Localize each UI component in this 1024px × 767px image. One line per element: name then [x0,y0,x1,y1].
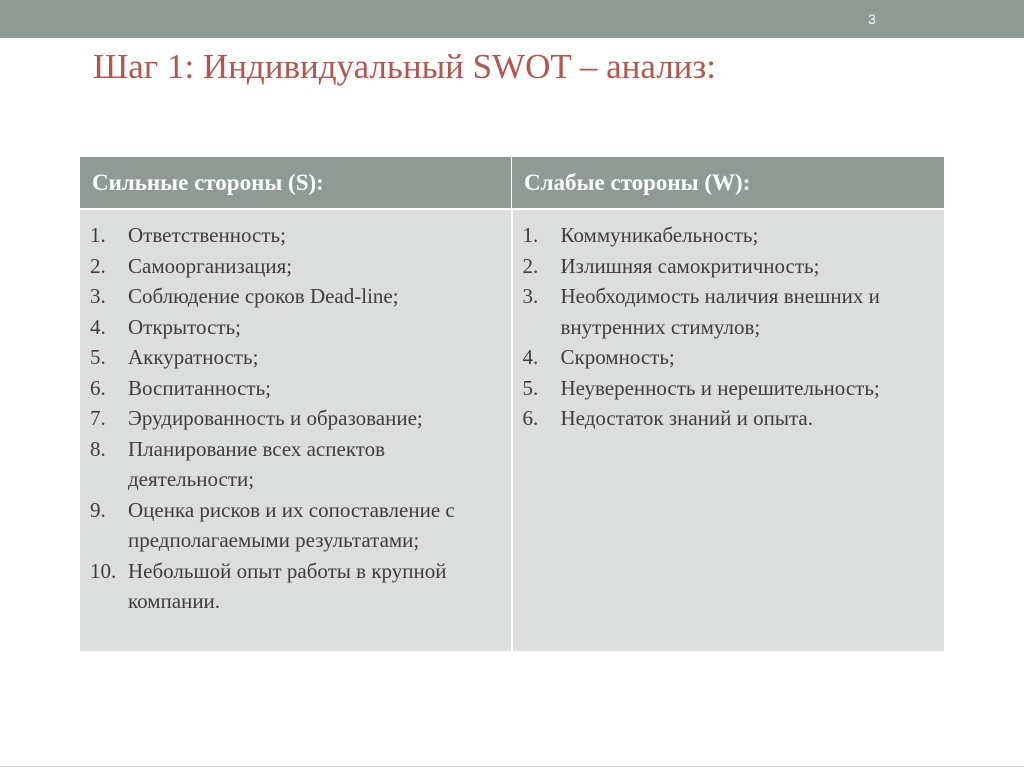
item-number: 8. [90,436,106,461]
item-text: Оценка рисков и их сопоставление с предполагаемыми результатами; [128,497,455,552]
item-text: Необходимость наличия внешних и внутренних стимулов; [560,284,880,339]
item-text: Эрудированность и образование; [128,406,423,430]
list-item [523,403,935,434]
item-text: Небольшой опыт работы в крупной компании. [128,558,447,613]
item-number: 7. [90,406,106,430]
list-item [90,556,501,617]
list-item [523,251,935,282]
swot-table [80,157,944,651]
item-text: Коммуникабельность; [560,223,759,247]
item-number: 10. [90,558,117,583]
weaknesses-header: Слабые стороны (W): [512,157,945,209]
item-number: 2. [90,253,106,278]
list-item [90,342,501,373]
slide-title: Шаг 1: Индивидуальный SWOT – анализ: [93,47,716,86]
item-number: 3. [522,284,539,308]
list-item [90,403,501,434]
page-number: 3 [868,11,876,27]
item-number: 3. [90,284,106,308]
list-item [523,220,935,251]
strengths-header: Сильные стороны (S): [80,157,512,209]
item-text: Воспитанность; [128,375,271,400]
strengths-cell [80,209,512,651]
item-number: 4. [522,345,539,369]
item-number: 1. [90,223,106,247]
item-text: Открытость; [128,314,241,339]
item-text: Ответственность; [128,223,286,247]
item-number: 9. [90,497,106,522]
item-text: Самоорганизация; [128,253,293,278]
strengths-list [90,220,501,617]
list-item [90,495,501,556]
list-item [523,281,935,342]
list-item [90,373,501,404]
item-text: Недостаток знаний и опыта. [560,406,813,430]
list-item [523,373,935,404]
table-body-row [80,209,944,651]
weaknesses-cell [512,209,945,651]
list-item [90,220,501,251]
list-item [90,251,501,282]
item-number: 6. [90,375,106,400]
list-item [90,312,501,343]
item-text: Планирование всех аспектов деятельности; [128,436,386,491]
item-number: 2. [522,253,539,278]
list-item [90,434,501,495]
item-number: 5. [90,345,106,369]
item-number: 4. [90,314,106,339]
item-text: Аккуратность; [128,345,259,369]
list-item [523,342,935,373]
item-text: Соблюдение сроков Dead-line; [128,284,399,308]
item-text: Скромность; [560,345,675,369]
weaknesses-list [523,220,935,434]
list-item [90,281,501,312]
table-header-row [80,157,944,209]
item-text: Излишняя самокритичность; [560,253,820,278]
item-number: 6. [522,406,539,430]
item-number: 5. [522,375,539,400]
item-number: 1. [522,223,539,247]
item-text: Неуверенность и нерешительность; [560,375,880,400]
top-accent-bar [0,0,1024,38]
